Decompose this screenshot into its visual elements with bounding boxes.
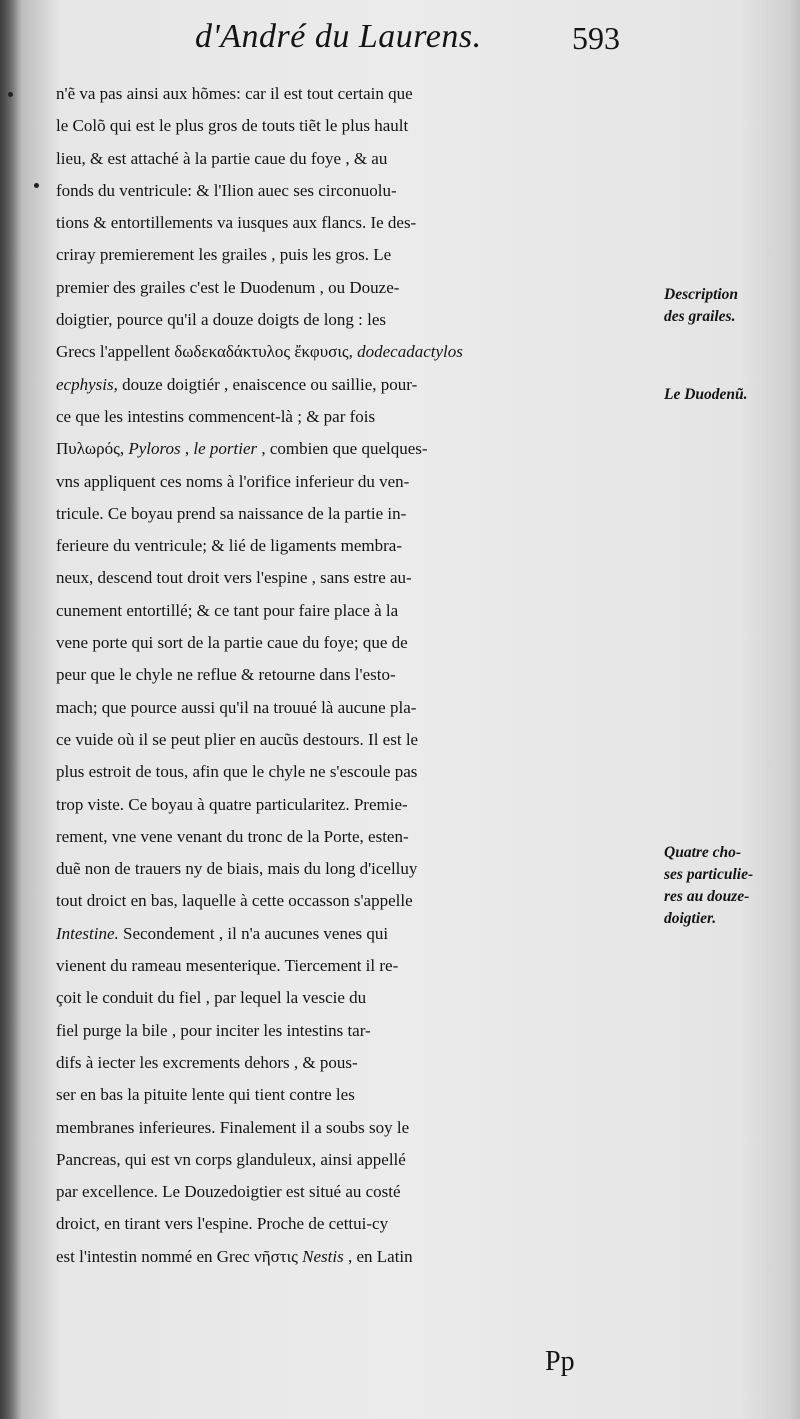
text-line: plus estroit de tous, afin que le chyle ne s'escoule pas xyxy=(56,762,418,782)
body-text xyxy=(56,78,666,1273)
text-line: premier des grailes c'est le Duodenum , ou Douze- xyxy=(56,277,400,297)
text-line: ferieure du ventricule; & lié de ligaments membra- xyxy=(56,536,403,556)
text-line: ecphysis, douze doigtiér , enaiscence ou saillie, pour- xyxy=(56,374,418,394)
margin-note-line: Quatre cho- xyxy=(664,844,742,861)
text-line: doigtier, pource qu'il a douze doigts de long : les xyxy=(56,310,387,330)
text-line: membranes inferieures. Finalement il a soubs soy le xyxy=(56,1117,410,1137)
text-line: neux, descend tout droit vers l'espine , sans estre au- xyxy=(56,568,412,588)
text-line: par excellence. Le Douzedoigtier est situé au costé xyxy=(56,1182,401,1202)
text-line: tout droict en bas, laquelle à cette occasson s'appelle xyxy=(56,891,413,911)
margin-note-quatre-choses xyxy=(664,842,796,930)
text-line: le Colõ qui est le plus gros de touts tiẽt le plus hault xyxy=(56,116,409,136)
running-title: d'André du Laurens. xyxy=(195,18,482,55)
text-line: n'ẽ va pas ainsi aux hõmes: car il est tout certain que xyxy=(56,84,413,103)
margin-note-duodenum xyxy=(664,384,796,406)
text-line: trop viste. Ce boyau à quatre particularitez. Premie- xyxy=(56,794,408,814)
text-line: fonds du ventricule: & l'Ilion auec ses circonuolu- xyxy=(56,180,397,200)
text-line: droict, en tirant vers l'espine. Proche de cettui-cy xyxy=(56,1214,389,1234)
text-line: tricule. Ce boyau prend sa naissance de la partie in- xyxy=(56,503,407,523)
text-line: criray premierement les grailes , puis les gros. Le xyxy=(56,245,392,265)
text-line: est l'intestin nommé en Grec νῆστις Nestis , en Latin xyxy=(56,1246,413,1266)
gutter-shadow xyxy=(0,0,22,1419)
text-line: rement, vne vene venant du tronc de la Porte, esten- xyxy=(56,826,409,846)
margin-note-line: Description xyxy=(664,286,739,303)
text-line: tions & entortillements va iusques aux flancs. Ie des- xyxy=(56,213,417,233)
text-line: Πυλωρός, Pyloros , le portier , combien que quelques- xyxy=(56,439,428,459)
margin-note-line: des grailes. xyxy=(664,308,736,325)
margin-note-line: doigtier. xyxy=(664,910,717,927)
margin-note-line: ses particulie- xyxy=(664,866,754,883)
text-line: cunement entortillé; & ce tant pour faire place à la xyxy=(56,600,399,620)
ink-speck xyxy=(8,92,13,97)
text-line: Intestine. Secondement , il n'a aucunes venes qui xyxy=(56,923,389,943)
catchword: Pp xyxy=(545,1346,575,1377)
text-line: mach; que pource aussi qu'il na trouué là aucune pla- xyxy=(56,697,417,717)
text-line: vns appliquent ces noms à l'orifice inferieur du ven- xyxy=(56,471,410,491)
text-line: çoit le conduit du fiel , par lequel la vescie du xyxy=(56,988,367,1008)
text-line: peur que le chyle ne reflue & retourne dans l'esto- xyxy=(56,665,396,685)
text-line: Pancreas, qui est vn corps glanduleux, ainsi appellé xyxy=(56,1149,406,1169)
text-line: vene porte qui sort de la partie caue du foye; que de xyxy=(56,633,408,653)
margin-note-line: Le Duodenũ. xyxy=(664,386,748,403)
text-line: ce vuide où il se peut plier en aucũs destours. Il est le xyxy=(56,729,419,749)
text-line: duẽ non de trauers ny de biais, mais du long d'icelluy xyxy=(56,859,418,879)
page-number: 593 xyxy=(572,20,620,56)
margin-note-description xyxy=(664,284,796,328)
text-line: vienent du rameau mesenterique. Tiercement il re- xyxy=(56,956,399,976)
text-line: lieu, & est attaché à la partie caue du foye , & au xyxy=(56,148,388,168)
margin-note-line: res au douze- xyxy=(664,888,750,905)
ink-speck xyxy=(34,183,39,188)
text-line: Grecs l'appellent δωδεκαδάκτυλος ἔκφυσις, dodecadactylos xyxy=(56,342,463,362)
text-line: fiel purge la bile , pour inciter les intestins tar- xyxy=(56,1020,371,1040)
text-line: ser en bas la pituite lente qui tient contre les xyxy=(56,1085,355,1105)
text-line: difs à iecter les excrements dehors , & pous- xyxy=(56,1052,358,1072)
text-line: ce que les intestins commencent-là ; & par fois xyxy=(56,406,376,426)
